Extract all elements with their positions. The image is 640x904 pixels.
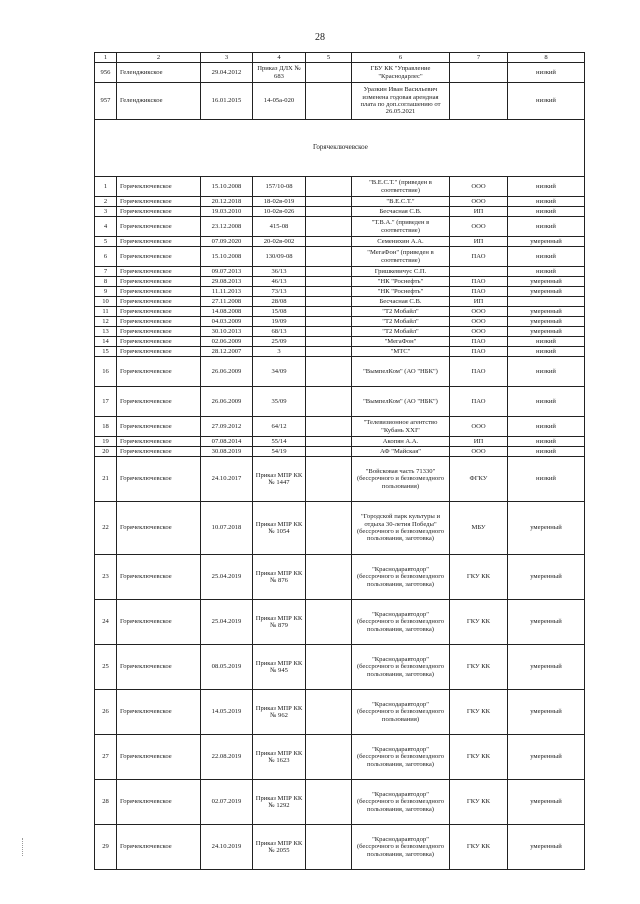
legal-form-cell: ГКУ КК bbox=[450, 780, 508, 825]
risk-cell: низкий bbox=[508, 247, 585, 267]
row-number: 20 bbox=[95, 447, 117, 457]
empty-cell bbox=[306, 417, 352, 437]
row-number: 9 bbox=[95, 287, 117, 297]
organization-cell: "Телевизионное агентство "Кубань XXI" bbox=[352, 417, 450, 437]
date-cell: 26.06.2009 bbox=[201, 387, 253, 417]
date-cell: 27.11.2008 bbox=[201, 297, 253, 307]
row-number: 14 bbox=[95, 337, 117, 347]
legal-form-cell: МБУ bbox=[450, 502, 508, 555]
risk-cell: умеренный bbox=[508, 277, 585, 287]
header-cell: 8 bbox=[508, 53, 585, 63]
municipality-cell: Горячеключевское bbox=[117, 825, 201, 870]
table-row bbox=[95, 207, 585, 217]
row-number: 15 bbox=[95, 347, 117, 357]
risk-cell: низкий bbox=[508, 337, 585, 347]
document-cell: 14-05а-020 bbox=[253, 83, 306, 120]
table-row bbox=[95, 387, 585, 417]
document-cell: 415-08 bbox=[253, 217, 306, 237]
organization-cell: "НК "Роснефть" bbox=[352, 287, 450, 297]
risk-cell: умеренный bbox=[508, 555, 585, 600]
municipality-cell: Горячеключевское bbox=[117, 437, 201, 447]
municipality-cell: Геленджикское bbox=[117, 83, 201, 120]
document-cell: 18-02в-019 bbox=[253, 197, 306, 207]
risk-cell: умеренный bbox=[508, 502, 585, 555]
legal-form-cell: ПАО bbox=[450, 287, 508, 297]
empty-cell bbox=[306, 287, 352, 297]
risk-cell bbox=[508, 297, 585, 307]
date-cell: 14.05.2019 bbox=[201, 690, 253, 735]
empty-cell bbox=[306, 690, 352, 735]
empty-cell bbox=[306, 457, 352, 502]
organization-cell: "Краснодаравтодор" (бессрочного и безвозмездного пользования, заготовка) bbox=[352, 735, 450, 780]
table-row bbox=[95, 63, 585, 83]
municipality-cell: Горячеключевское bbox=[117, 780, 201, 825]
header-cell: 4 bbox=[253, 53, 306, 63]
document-cell: 10-02в-026 bbox=[253, 207, 306, 217]
document-cell: Приказ МПР КК № 2055 bbox=[253, 825, 306, 870]
table-row bbox=[95, 327, 585, 337]
risk-cell: умеренный bbox=[508, 237, 585, 247]
date-cell: 19.03.2010 bbox=[201, 207, 253, 217]
risk-cell: умеренный bbox=[508, 327, 585, 337]
row-number: 957 bbox=[95, 83, 117, 120]
empty-cell bbox=[306, 347, 352, 357]
date-cell: 22.08.2019 bbox=[201, 735, 253, 780]
empty-cell bbox=[306, 317, 352, 327]
organization-cell: "В.Е.С.Т." (приведен в соответствие) bbox=[352, 177, 450, 197]
table-row bbox=[95, 690, 585, 735]
table-row bbox=[95, 417, 585, 437]
legal-form-cell: ГКУ КК bbox=[450, 690, 508, 735]
organization-cell: "ВымпелКом" (АО "НБК") bbox=[352, 387, 450, 417]
document-cell: 35/09 bbox=[253, 387, 306, 417]
date-cell: 30.10.2013 bbox=[201, 327, 253, 337]
document-cell: 28/08 bbox=[253, 297, 306, 307]
municipality-cell: Горячеключевское bbox=[117, 502, 201, 555]
organization-cell: "ВымпелКом" (АО "НБК") bbox=[352, 357, 450, 387]
empty-cell bbox=[306, 237, 352, 247]
empty-cell bbox=[306, 83, 352, 120]
document-cell: Приказ МПР КК № 879 bbox=[253, 600, 306, 645]
empty-cell bbox=[306, 735, 352, 780]
organization-cell: "МТС" bbox=[352, 347, 450, 357]
risk-cell: умеренный bbox=[508, 645, 585, 690]
organization-cell: "Т2 Мобайл" bbox=[352, 307, 450, 317]
legal-form-cell bbox=[450, 63, 508, 83]
municipality-cell: Горячеключевское bbox=[117, 447, 201, 457]
legal-form-cell: ФГКУ bbox=[450, 457, 508, 502]
document-cell: Приказ МПР КК № 876 bbox=[253, 555, 306, 600]
municipality-cell: Горячеключевское bbox=[117, 177, 201, 197]
legal-form-cell: ПАО bbox=[450, 347, 508, 357]
date-cell: 29.04.2012 bbox=[201, 63, 253, 83]
date-cell: 27.09.2012 bbox=[201, 417, 253, 437]
organization-cell: Бесчасная С.В. bbox=[352, 207, 450, 217]
legal-form-cell: ООО bbox=[450, 327, 508, 337]
risk-cell: умеренный bbox=[508, 317, 585, 327]
table-row bbox=[95, 347, 585, 357]
table-row bbox=[95, 307, 585, 317]
empty-cell bbox=[306, 63, 352, 83]
municipality-cell: Горячеключевское bbox=[117, 555, 201, 600]
legal-form-cell: ПАО bbox=[450, 387, 508, 417]
date-cell: 11.11.2013 bbox=[201, 287, 253, 297]
empty-cell bbox=[306, 502, 352, 555]
document-cell: 25/09 bbox=[253, 337, 306, 347]
date-cell: 07.09.2020 bbox=[201, 237, 253, 247]
municipality-cell: Геленджикское bbox=[117, 63, 201, 83]
municipality-cell: Горячеключевское bbox=[117, 217, 201, 237]
row-number: 21 bbox=[95, 457, 117, 502]
risk-cell: низкий bbox=[508, 417, 585, 437]
margin-mark bbox=[22, 838, 25, 856]
row-number: 4 bbox=[95, 217, 117, 237]
date-cell: 23.12.2008 bbox=[201, 217, 253, 237]
row-number: 3 bbox=[95, 207, 117, 217]
municipality-cell: Горячеключевское bbox=[117, 457, 201, 502]
legal-form-cell: ПАО bbox=[450, 277, 508, 287]
empty-cell bbox=[306, 177, 352, 197]
empty-cell bbox=[306, 277, 352, 287]
legal-form-cell bbox=[450, 83, 508, 120]
date-cell: 25.04.2019 bbox=[201, 555, 253, 600]
empty-cell bbox=[306, 327, 352, 337]
legal-form-cell: ПАО bbox=[450, 247, 508, 267]
municipality-cell: Горячеключевское bbox=[117, 287, 201, 297]
legal-form-cell: ПАО bbox=[450, 357, 508, 387]
empty-cell bbox=[306, 307, 352, 317]
row-number: 29 bbox=[95, 825, 117, 870]
section-title: Горячеключевское bbox=[95, 120, 585, 177]
date-cell: 15.10.2008 bbox=[201, 247, 253, 267]
table-row bbox=[95, 645, 585, 690]
document-cell: 64/12 bbox=[253, 417, 306, 437]
row-number: 28 bbox=[95, 780, 117, 825]
document-cell: 130/09-08 bbox=[253, 247, 306, 267]
document-cell: 15/08 bbox=[253, 307, 306, 317]
document-cell: Приказ МПР КК № 1447 bbox=[253, 457, 306, 502]
date-cell: 16.01.2015 bbox=[201, 83, 253, 120]
empty-cell bbox=[306, 780, 352, 825]
row-number: 6 bbox=[95, 247, 117, 267]
organization-cell: "Войсковая часть 71330" (бессрочного и безвозмездного пользования) bbox=[352, 457, 450, 502]
risk-cell: низкий bbox=[508, 447, 585, 457]
empty-cell bbox=[306, 387, 352, 417]
table-row bbox=[95, 277, 585, 287]
risk-cell: низкий bbox=[508, 357, 585, 387]
date-cell: 25.04.2019 bbox=[201, 600, 253, 645]
municipality-cell: Горячеключевское bbox=[117, 317, 201, 327]
risk-cell: низкий bbox=[508, 63, 585, 83]
legal-form-cell: ООО bbox=[450, 217, 508, 237]
organization-cell: Уразкин Иван Васильевич изменена годовая арендная плата по доп.соглашению от 26.05.2021 bbox=[352, 83, 450, 120]
organization-cell: "Краснодаравтодор" (бессрочного и безвозмездного пользования, заготовка) bbox=[352, 645, 450, 690]
legal-form-cell: ГКУ КК bbox=[450, 645, 508, 690]
legal-form-cell: ООО bbox=[450, 177, 508, 197]
table-row bbox=[95, 197, 585, 207]
row-number: 24 bbox=[95, 600, 117, 645]
date-cell: 09.07.2013 bbox=[201, 267, 253, 277]
row-number: 10 bbox=[95, 297, 117, 307]
municipality-cell: Горячеключевское bbox=[117, 237, 201, 247]
row-number: 27 bbox=[95, 735, 117, 780]
risk-cell: низкий bbox=[508, 197, 585, 207]
date-cell: 28.12.2007 bbox=[201, 347, 253, 357]
header-cell: 3 bbox=[201, 53, 253, 63]
municipality-cell: Горячеключевское bbox=[117, 267, 201, 277]
row-number: 11 bbox=[95, 307, 117, 317]
page-number: 28 bbox=[315, 32, 325, 43]
document-cell: 46/13 bbox=[253, 277, 306, 287]
row-number: 19 bbox=[95, 437, 117, 447]
table-body bbox=[95, 53, 585, 870]
table-row bbox=[95, 83, 585, 120]
table-row bbox=[95, 267, 585, 277]
empty-cell bbox=[306, 437, 352, 447]
organization-cell: "Краснодаравтодор" (бессрочного и безвозмездного пользования, заготовка) bbox=[352, 555, 450, 600]
risk-cell: умеренный bbox=[508, 287, 585, 297]
municipality-cell: Горячеключевское bbox=[117, 735, 201, 780]
organization-cell: "В.Е.С.Т." bbox=[352, 197, 450, 207]
table-row bbox=[95, 317, 585, 327]
row-number: 16 bbox=[95, 357, 117, 387]
table-row bbox=[95, 735, 585, 780]
table-row bbox=[95, 337, 585, 347]
header-cell: 7 bbox=[450, 53, 508, 63]
risk-cell: умеренный bbox=[508, 307, 585, 317]
municipality-cell: Горячеключевское bbox=[117, 347, 201, 357]
legal-form-cell: ГКУ КК bbox=[450, 825, 508, 870]
risk-cell: низкий bbox=[508, 267, 585, 277]
date-cell: 14.08.2008 bbox=[201, 307, 253, 317]
document-cell: Приказ МПР КК № 962 bbox=[253, 690, 306, 735]
organization-cell: Акопян А.А. bbox=[352, 437, 450, 447]
document-cell: 55/14 bbox=[253, 437, 306, 447]
empty-cell bbox=[306, 825, 352, 870]
registry-table bbox=[94, 52, 585, 870]
municipality-cell: Горячеключевское bbox=[117, 297, 201, 307]
date-cell: 20.12.2018 bbox=[201, 197, 253, 207]
legal-form-cell: ПАО bbox=[450, 337, 508, 347]
table-row bbox=[95, 555, 585, 600]
document-cell: 54/19 bbox=[253, 447, 306, 457]
date-cell: 02.07.2019 bbox=[201, 780, 253, 825]
row-number: 26 bbox=[95, 690, 117, 735]
legal-form-cell: ООО bbox=[450, 317, 508, 327]
date-cell: 24.10.2019 bbox=[201, 825, 253, 870]
risk-cell: низкий bbox=[508, 217, 585, 237]
row-number: 12 bbox=[95, 317, 117, 327]
row-number: 5 bbox=[95, 237, 117, 247]
organization-cell: Семенихин А.А. bbox=[352, 237, 450, 247]
section-row bbox=[95, 120, 585, 177]
organization-cell: Гришкевичус С.П. bbox=[352, 267, 450, 277]
table-row bbox=[95, 287, 585, 297]
empty-cell bbox=[306, 357, 352, 387]
table-row bbox=[95, 447, 585, 457]
municipality-cell: Горячеключевское bbox=[117, 277, 201, 287]
municipality-cell: Горячеключевское bbox=[117, 645, 201, 690]
organization-cell: "Т2 Мобайл" bbox=[352, 317, 450, 327]
table-row bbox=[95, 600, 585, 645]
risk-cell: умеренный bbox=[508, 780, 585, 825]
risk-cell: умеренный bbox=[508, 825, 585, 870]
organization-cell: "Краснодаравтодор" (бессрочного и безвозмездного пользования, заготовка) bbox=[352, 825, 450, 870]
organization-cell: "МегаФон" (приведен в соответствие) bbox=[352, 247, 450, 267]
header-cell: 5 bbox=[306, 53, 352, 63]
document-cell: 68/13 bbox=[253, 327, 306, 337]
organization-cell: "МегаФон" bbox=[352, 337, 450, 347]
date-cell: 15.10.2008 bbox=[201, 177, 253, 197]
row-number: 17 bbox=[95, 387, 117, 417]
organization-cell: АФ "Майская" bbox=[352, 447, 450, 457]
empty-cell bbox=[306, 600, 352, 645]
document-cell: 3 bbox=[253, 347, 306, 357]
legal-form-cell: ГКУ КК bbox=[450, 600, 508, 645]
municipality-cell: Горячеключевское bbox=[117, 307, 201, 317]
risk-cell: умеренный bbox=[508, 690, 585, 735]
empty-cell bbox=[306, 207, 352, 217]
organization-cell: "НК "Роснефть" bbox=[352, 277, 450, 287]
document-cell: 19/09 bbox=[253, 317, 306, 327]
municipality-cell: Горячеключевское bbox=[117, 327, 201, 337]
row-number: 8 bbox=[95, 277, 117, 287]
municipality-cell: Горячеключевское bbox=[117, 207, 201, 217]
legal-form-cell: ООО bbox=[450, 197, 508, 207]
date-cell: 10.07.2018 bbox=[201, 502, 253, 555]
legal-form-cell: ИП bbox=[450, 297, 508, 307]
risk-cell: низкий bbox=[508, 83, 585, 120]
legal-form-cell: ГКУ КК bbox=[450, 555, 508, 600]
legal-form-cell: ООО bbox=[450, 417, 508, 437]
organization-cell: "Т.В.А." (приведен в соответствие) bbox=[352, 217, 450, 237]
municipality-cell: Горячеключевское bbox=[117, 690, 201, 735]
municipality-cell: Горячеключевское bbox=[117, 337, 201, 347]
date-cell: 02.06.2009 bbox=[201, 337, 253, 347]
legal-form-cell: ГКУ КК bbox=[450, 735, 508, 780]
date-cell: 30.08.2019 bbox=[201, 447, 253, 457]
organization-cell: "Краснодаравтодор" (бессрочного и безвозмездного пользования, заготовка) bbox=[352, 600, 450, 645]
document-cell: 73/13 bbox=[253, 287, 306, 297]
legal-form-cell: ИП bbox=[450, 437, 508, 447]
row-number: 7 bbox=[95, 267, 117, 277]
table-row bbox=[95, 217, 585, 237]
risk-cell: умеренный bbox=[508, 735, 585, 780]
row-number: 1 bbox=[95, 177, 117, 197]
municipality-cell: Горячеключевское bbox=[117, 247, 201, 267]
risk-cell: низкий bbox=[508, 347, 585, 357]
empty-cell bbox=[306, 197, 352, 207]
empty-cell bbox=[306, 337, 352, 347]
document-cell: Приказ МПР КК № 1623 bbox=[253, 735, 306, 780]
risk-cell: низкий bbox=[508, 387, 585, 417]
date-cell: 29.08.2013 bbox=[201, 277, 253, 287]
document-cell: Приказ МПР КК № 1292 bbox=[253, 780, 306, 825]
legal-form-cell: ООО bbox=[450, 307, 508, 317]
municipality-cell: Горячеключевское bbox=[117, 197, 201, 207]
table-row bbox=[95, 177, 585, 197]
empty-cell bbox=[306, 217, 352, 237]
risk-cell: низкий bbox=[508, 207, 585, 217]
risk-cell: умеренный bbox=[508, 600, 585, 645]
organization-cell: "Краснодаравтодор" (бессрочного и безвозмездного пользования) bbox=[352, 690, 450, 735]
header-cell: 6 bbox=[352, 53, 450, 63]
document-cell: Приказ МПР КК № 1054 bbox=[253, 502, 306, 555]
date-cell: 08.05.2019 bbox=[201, 645, 253, 690]
date-cell: 24.10.2017 bbox=[201, 457, 253, 502]
organization-cell: ГБУ КК "Управление "Краснодарлес" bbox=[352, 63, 450, 83]
risk-cell: низкий bbox=[508, 177, 585, 197]
document-cell: 20-02в-002 bbox=[253, 237, 306, 247]
document-cell: Приказ ДЛХ № 683 bbox=[253, 63, 306, 83]
organization-cell: "Городской парк культуры и отдыха 30-летия Победы" (бессрочного и безвозмездного пользования, заготовка) bbox=[352, 502, 450, 555]
row-number: 2 bbox=[95, 197, 117, 207]
legal-form-cell: ООО bbox=[450, 447, 508, 457]
header-row bbox=[95, 53, 585, 63]
row-number: 25 bbox=[95, 645, 117, 690]
legal-form-cell: ИП bbox=[450, 237, 508, 247]
risk-cell: низкий bbox=[508, 457, 585, 502]
organization-cell: "Краснодаравтодор" (бессрочного и безвозмездного пользования, заготовка) bbox=[352, 780, 450, 825]
table-row bbox=[95, 457, 585, 502]
organization-cell: "Т2 Мобайл" bbox=[352, 327, 450, 337]
table-row bbox=[95, 357, 585, 387]
empty-cell bbox=[306, 297, 352, 307]
document-cell: 34/09 bbox=[253, 357, 306, 387]
municipality-cell: Горячеключевское bbox=[117, 387, 201, 417]
table-row bbox=[95, 502, 585, 555]
table-row bbox=[95, 297, 585, 307]
document-cell: Приказ МПР КК № 945 bbox=[253, 645, 306, 690]
municipality-cell: Горячеключевское bbox=[117, 600, 201, 645]
header-cell: 2 bbox=[117, 53, 201, 63]
row-number: 23 bbox=[95, 555, 117, 600]
municipality-cell: Горячеключевское bbox=[117, 357, 201, 387]
table-row bbox=[95, 247, 585, 267]
legal-form-cell: ИП bbox=[450, 207, 508, 217]
empty-cell bbox=[306, 267, 352, 277]
empty-cell bbox=[306, 247, 352, 267]
risk-cell: низкий bbox=[508, 437, 585, 447]
table-row bbox=[95, 780, 585, 825]
empty-cell bbox=[306, 447, 352, 457]
table-row bbox=[95, 237, 585, 247]
organization-cell: Бесчасная С.В. bbox=[352, 297, 450, 307]
row-number: 13 bbox=[95, 327, 117, 337]
table-row bbox=[95, 825, 585, 870]
header-cell: 1 bbox=[95, 53, 117, 63]
document-cell: 36/13 bbox=[253, 267, 306, 277]
date-cell: 07.08.2014 bbox=[201, 437, 253, 447]
empty-cell bbox=[306, 555, 352, 600]
municipality-cell: Горячеключевское bbox=[117, 417, 201, 437]
document-cell: 157/10-08 bbox=[253, 177, 306, 197]
date-cell: 26.06.2009 bbox=[201, 357, 253, 387]
row-number: 18 bbox=[95, 417, 117, 437]
legal-form-cell bbox=[450, 267, 508, 277]
row-number: 22 bbox=[95, 502, 117, 555]
empty-cell bbox=[306, 645, 352, 690]
table-row bbox=[95, 437, 585, 447]
row-number: 956 bbox=[95, 63, 117, 83]
date-cell: 04.03.2009 bbox=[201, 317, 253, 327]
